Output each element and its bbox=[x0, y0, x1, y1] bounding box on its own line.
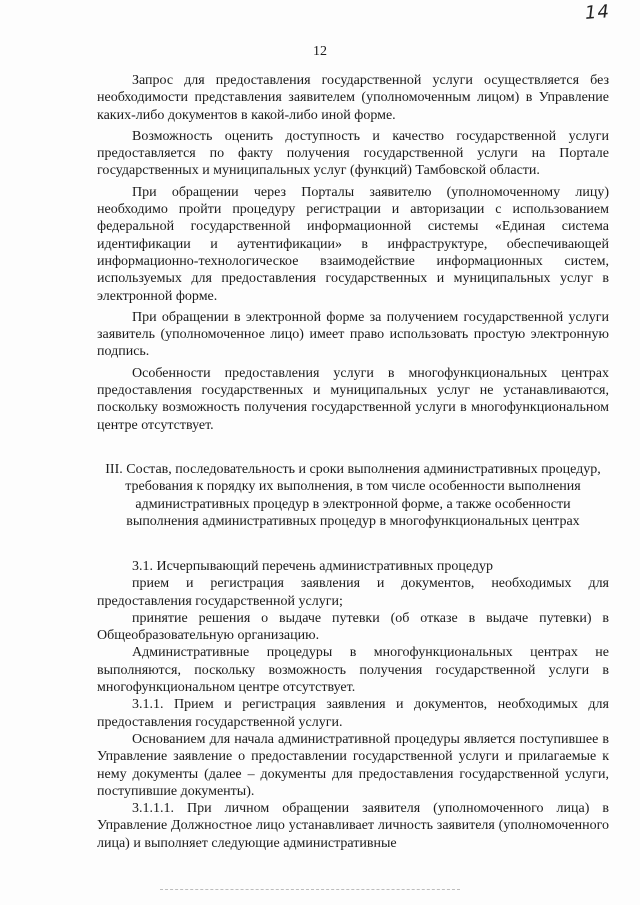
paragraph-mfc-features: Особенности предоставления услуги в многофункциональных центрах предоставления государственных и муниципальных услуг не устанавливаются, поскольку возможность получения государственной услуги в многофункциональном центре отсутствует. bbox=[97, 365, 609, 433]
paragraph-3-1-1: 3.1.1. Прием и регистрация заявления и документов, необходимых для предоставления государственной услуги. bbox=[97, 697, 609, 730]
footer-scan-artifact bbox=[160, 889, 460, 891]
paragraph-electronic-signature: При обращении в электронной форме за получением государственной услуги заявитель (уполномоченное лицо) имеет право использовать простую электронную подпись. bbox=[97, 309, 609, 360]
handwritten-page-mark: 14 bbox=[584, 1, 611, 24]
paragraph-request-form: Запрос для предоставления государственной услуги осуществляется без необходимости представления заявителем (уполномоченным лицом) в Управление каких-либо документов в какой-либо иной форме. bbox=[97, 73, 609, 123]
paragraph-quality-assessment: Возможность оценить доступность и качество государственной услуги предоставляется по факту получения государственной услуги на Портале государственных и муниципальных услуг (функций) Тамбовской области. bbox=[97, 128, 609, 179]
paragraph-3-1-1-1: 3.1.1.1. При личном обращении заявителя (уполномоченного лица) в Управление Должностное лицо устанавливает личность заявителя (уполномоченного лица) и выполняет следующие административные bbox=[97, 801, 609, 851]
document-body bbox=[97, 72, 609, 852]
section-heading: III. Состав, последовательность и сроки выполнения административных процедур, требования к порядку их выполнения, в том числе особенности выполнения административных процедур в электронной форме, а также особенности выполнения административных процедур в многофункциональных центрах bbox=[105, 461, 601, 530]
list-item-reception: прием и регистрация заявления и документов, необходимых для предоставления государственной услуги; bbox=[97, 576, 609, 609]
paragraph-portal-registration: При обращении через Порталы заявителю (уполномоченному лицу) необходимо пройти процедуру регистрации и авторизации с использованием федеральной государственной информационной системы «Единая система идентификации и аутентификации» в инфраструктуре, обеспечивающей информационно-технологическое взаимодействие информационных систем, используемых для предоставления государственных и муниципальных услуг в электронной форме. bbox=[97, 184, 609, 304]
paragraph-procedure-list-intro: 3.1. Исчерпывающий перечень административных процедур bbox=[132, 558, 494, 574]
paragraph-basis: Основанием для начала административной процедуры является поступившее в Управление заявление о предоставлении государственной услуги и прилагаемые к нему документы (далее – документы для предоставления государственной услуги, поступившие документы). bbox=[97, 731, 609, 799]
page-number: 12 bbox=[313, 44, 327, 59]
paragraph-mfc-procedures: Административные процедуры в многофункциональных центрах не выполняются, поскольку возможность получения государственной услуги в многофункциональном центре отсутствует. bbox=[97, 645, 609, 696]
list-item-decision: принятие решения о выдаче путевки (об отказе в выдаче путевки) в Общеобразовательную организацию. bbox=[97, 610, 609, 644]
